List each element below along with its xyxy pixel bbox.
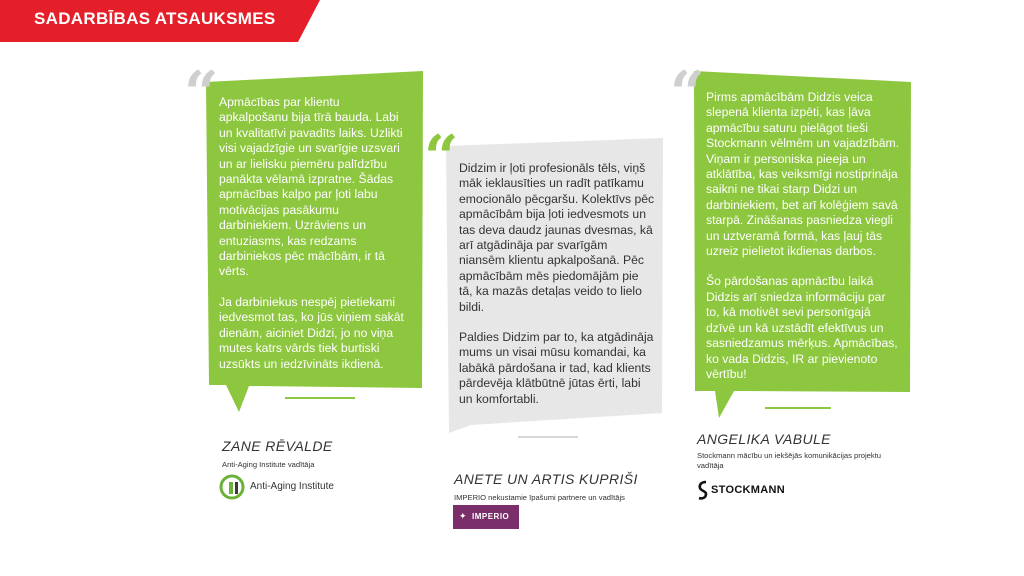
anti-aging-institute-logo — [219, 474, 359, 500]
imperio-logo-text: IMPERIO — [472, 512, 510, 521]
page-title: SADARBĪBAS ATSAUKSMES — [34, 9, 276, 28]
testimonial-2-text — [459, 161, 655, 407]
person-name-2: ANETE UN ARTIS KUPRIŠI — [454, 471, 638, 487]
stockmann-logo — [697, 479, 817, 503]
divider — [285, 397, 355, 399]
testimonial-3-paragraph-1: Pirms apmācībām Didzis veica slepenā klienta izpēti, kas ļāva apmācību saturu pielāgot tieši Stockmann vēlmēm un vajadzībām. Viņam ir personiska pieeja un atklātība, kas veiksmīgi nostiprināja saikni ne tikai starp Didzi un darbiniekiem, bet arī kolēģiem savā starpā. Zināšanas pasniedza viegli un uztveramā formā, kas ļauj tās uzreiz pielietot ikdienas darbos. — [706, 90, 900, 259]
stockmann-logo-icon — [697, 479, 709, 503]
testimonial-3-paragraph-2: Šo pārdošanas apmācību laikā Didzis arī sniedza informāciju par to, kā motivēt sevi personīgajā dzīvē un kā uzstādīt efektīvus un sasniedzamus mērķus. Apmācības, ko vada Didzis, IR ar pievienoto vērtību! — [706, 274, 898, 381]
quote-mark-icon: “ — [670, 59, 705, 129]
testimonial-2-paragraph-2: Paldies Didzim par to, ka atgādināja mums un visai mūsu komandai, ka labākā pārdošana ir tad, kad klients pārdevēja klātbūtnē jūtas ērti, labi un komfortabli. — [459, 330, 654, 406]
divider — [518, 436, 578, 438]
testimonial-1-text — [219, 95, 411, 372]
person-name-3: ANGELIKA VABULE — [697, 431, 831, 447]
quote-mark-icon: “ — [184, 59, 219, 129]
anti-aging-logo-text: Anti-Aging Institute — [250, 481, 334, 492]
anti-aging-logo-icon — [219, 474, 245, 500]
person-role-3: Stockmann mācību un iekšējās komunikācijas projektu vadītāja — [697, 451, 882, 470]
testimonial-2-paragraph-1: Didzim ir ļoti profesionāls tēls, viņš māk ieklausīties un radīt patīkamu emocionālo pēcgaršu. Kolektīvs pēc apmācībām bija ļoti iedvesmots un tas deva daudz jaunas dvesmas, kā arī atgādināja par svarīgām niansēm klientu apkalpošanā. Pēc apmācībām mēs piedomājām pie tā, ka mazās detaļas veido to lielo bildi. — [459, 161, 655, 314]
testimonial-3-text — [706, 90, 902, 382]
imperio-logo — [453, 505, 519, 529]
person-role-1: Anti-Aging Institute vadītāja — [222, 460, 315, 469]
testimonial-1-paragraph-2: Ja darbiniekus nespēj pietiekami iedvesmot tas, ko jūs viņiem sakāt dienām, aiciniet Didzi, jo no viņa mutes katrs vārds tiek burtiski uzsūkts un iedzīvināts ikdienā. — [219, 294, 404, 371]
divider — [765, 407, 831, 409]
stockmann-logo-text: STOCKMANN — [711, 484, 785, 496]
imperio-logo-icon: ✦ — [459, 511, 467, 521]
testimonial-1-paragraph-1: Apmācības par klientu apkalpošanu bija tīrā bauda. Labi un kvalitatīvi pavadīts laiks. Uzlikti visi vajadzīgie un svarīgie uzsvari un ar lielisku piemēru palīdzību panākta vēlamā izpratne. Šādas apmācības kalpo par ļoti labu motivācijas pasākumu darbiniekiem. Uzrāviens un entuziasms, kas redzams darbiniekos pēc mācībām, ir tā vērts. — [219, 95, 403, 279]
person-role-2: IMPERIO nekustamie īpašumi partnere un vadītājs — [454, 493, 625, 502]
quote-mark-icon: “ — [424, 123, 459, 193]
person-name-1: ZANE RĒVALDE — [222, 438, 333, 454]
header-banner — [0, 0, 320, 42]
